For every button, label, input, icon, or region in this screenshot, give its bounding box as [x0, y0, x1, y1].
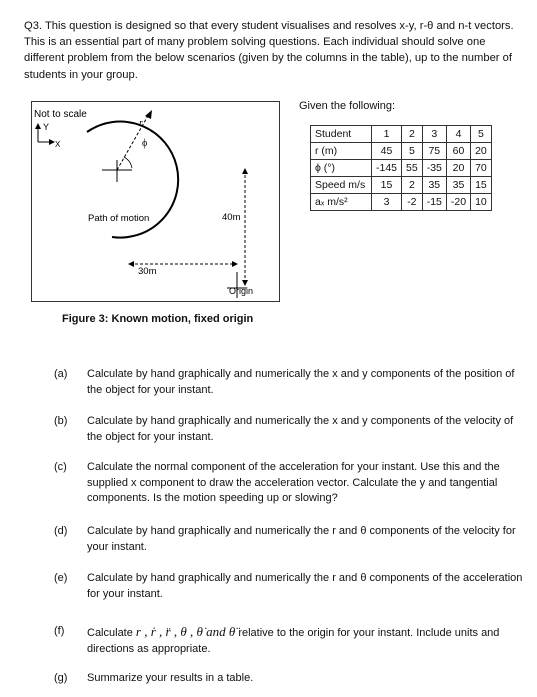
table-row-header: Student — [311, 126, 372, 143]
table-cell: 35 — [446, 177, 470, 194]
not-to-scale-label: Not to scale — [34, 109, 87, 120]
question-label: (f) — [54, 625, 65, 637]
question-text: Calculate by hand graphically and numerically the r and θ components of the acceleration for your instant. — [87, 572, 523, 600]
question-text — [87, 624, 527, 657]
question-text: Summarize your results in a table. — [87, 672, 254, 684]
math-symbols: r , ṙ , r̈ , θ , θ̇ and θ̈ — [135, 624, 236, 639]
dim-40-top-arrow — [242, 168, 248, 174]
y-axis-label: Y — [43, 122, 50, 132]
phi-label: ϕ — [142, 138, 148, 149]
table-cell: 1 — [372, 126, 402, 143]
table-cell: 15 — [471, 177, 492, 194]
table-row-header: aₓ m/s² — [311, 194, 372, 211]
table-cell: 70 — [471, 160, 492, 177]
table-cell: 35 — [422, 177, 446, 194]
table-cell: 2 — [402, 177, 423, 194]
dim-30-label: 30m — [138, 266, 157, 277]
table-row-header: Speed m/s — [311, 177, 372, 194]
question-label: (c) — [54, 461, 67, 473]
question-text: Calculate by hand graphically and numerically the x and y components of the position of the object for your instant. — [87, 368, 515, 396]
table-cell: 4 — [446, 126, 470, 143]
question-text: Calculate by hand graphically and numerically the r and θ components of the velocity for your instant. — [87, 525, 516, 553]
table-row — [311, 126, 492, 143]
given-heading: Given the following: — [299, 100, 395, 112]
x-axis-label: X — [55, 140, 61, 149]
origin-label: Origin — [229, 286, 254, 296]
motion-diagram — [32, 102, 281, 303]
radius-arrowhead — [145, 110, 152, 119]
r-label: r — [139, 118, 143, 129]
table-cell: 45 — [372, 143, 402, 160]
question-label: (g) — [54, 672, 68, 684]
question-label: (e) — [54, 572, 68, 584]
dim-30-left-arrow — [128, 261, 134, 267]
figure-caption: Figure 3: Known motion, fixed origin — [62, 313, 254, 325]
y-axis-arrowhead — [35, 123, 41, 129]
question-text: Calculate by hand graphically and numerically the x and y components of the velocity of the object for your instant. — [87, 415, 514, 443]
table-cell: 55 — [402, 160, 423, 177]
table-row — [311, 194, 492, 211]
given-data-table — [310, 125, 492, 211]
table-row-header: r (m) — [311, 143, 372, 160]
table-cell: 20 — [446, 160, 470, 177]
table-row — [311, 177, 492, 194]
table-cell: -2 — [402, 194, 423, 211]
question-label: (d) — [54, 525, 68, 537]
dim-30-right-arrow — [232, 261, 238, 267]
table-cell: -20 — [446, 194, 470, 211]
phi-arc — [124, 157, 132, 168]
question-text: Calculate the normal component of the acceleration for your instant. Use this and the supplied x component to draw the acceleration vector. Calculate the y and tangential components. Is the motion speeding up or slowing? — [87, 461, 500, 504]
table-cell: 3 — [372, 194, 402, 211]
table-row — [311, 143, 492, 160]
question-label: (b) — [54, 415, 68, 427]
table-cell: -145 — [372, 160, 402, 177]
table-cell: 3 — [422, 126, 446, 143]
table-cell: -35 — [422, 160, 446, 177]
table-cell: 15 — [372, 177, 402, 194]
table-cell: 5 — [471, 126, 492, 143]
question-text-pre: Calculate — [87, 627, 133, 639]
table-cell: -15 — [422, 194, 446, 211]
table-cell: 10 — [471, 194, 492, 211]
table-cell: 5 — [402, 143, 423, 160]
figure-box — [31, 101, 280, 302]
question-label: (a) — [54, 368, 68, 380]
question-text-post: relative to the origin for your instant. Include units and directions as appropriate. — [87, 627, 500, 655]
table-row — [311, 160, 492, 177]
table-cell: 20 — [471, 143, 492, 160]
path-of-motion-label: Path of motion — [88, 213, 150, 224]
table-row-header: ϕ (°) — [311, 160, 372, 177]
table-cell: 2 — [402, 126, 423, 143]
dim-40-label: 40m — [222, 212, 241, 223]
question-intro: Q3. This question is designed so that every student visualises and resolves x-y, r-θ and n-t vectors. This is an essential part of many problem solving questions. Each individual should solve one different problem from the below scenarios (given by the columns in the table), up to the number of students in your group. — [24, 20, 514, 81]
table-cell: 60 — [446, 143, 470, 160]
table-cell: 75 — [422, 143, 446, 160]
